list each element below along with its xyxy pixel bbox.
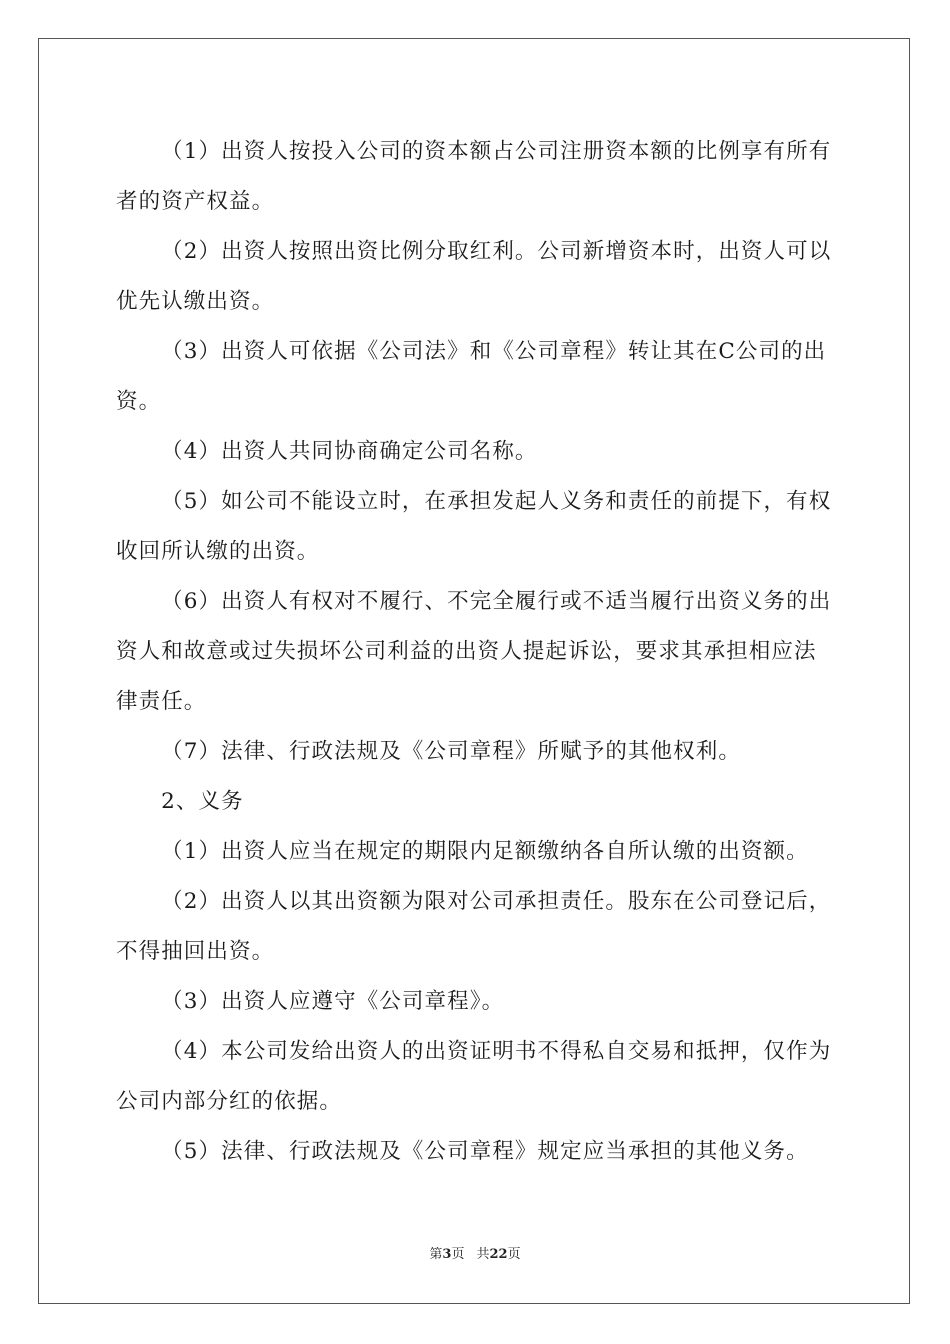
total-pages: 22: [489, 1247, 508, 1262]
page-footer: [0, 1247, 950, 1263]
section-heading-obligations: 2、义务: [161, 789, 244, 814]
page-number: 3: [442, 1247, 452, 1262]
paragraph-obligation-3: （3）出资人应遵守《公司章程》。: [161, 989, 505, 1014]
paragraph-right-5: （5）如公司不能设立时，在承担发起人义务和责任的前提下，有权收回所认缴的出资。: [116, 489, 832, 564]
paragraph-right-3: （3）出资人可依据《公司法》和《公司章程》转让其在C公司的出资。: [116, 339, 827, 414]
page-prefix: 第: [429, 1247, 443, 1262]
paragraph-right-1: （1）出资人按投入公司的资本额占公司注册资本额的比例享有所有者的资产权益。: [116, 139, 832, 214]
total-suffix: 页: [507, 1247, 521, 1262]
paragraph-right-7: （7）法律、行政法规及《公司章程》所赋予的其他权利。: [161, 739, 741, 764]
paragraph-right-6: （6）出资人有权对不履行、不完全履行或不适当履行出资义务的出资人和故意或过失损坏公司利益的出资人提起诉讼，要求其承担相应法律责任。: [116, 589, 832, 714]
paragraph-right-2: （2）出资人按照出资比例分取红利。公司新增资本时，出资人可以优先认缴出资。: [116, 239, 832, 314]
paragraph-obligation-1: （1）出资人应当在规定的期限内足额缴纳各自所认缴的出资额。: [161, 839, 809, 864]
document-body: [116, 127, 832, 1177]
paragraph-right-4: （4）出资人共同协商确定公司名称。: [161, 439, 538, 464]
page-suffix: 页: [451, 1247, 465, 1262]
total-prefix: 共: [476, 1247, 490, 1262]
paragraph-obligation-4: （4）本公司发给出资人的出资证明书不得私自交易和抵押，仅作为公司内部分红的依据。: [116, 1039, 832, 1114]
paragraph-obligation-5: （5）法律、行政法规及《公司章程》规定应当承担的其他义务。: [161, 1139, 809, 1164]
paragraph-obligation-2: （2）出资人以其出资额为限对公司承担责任。股东在公司登记后，不得抽回出资。: [116, 889, 832, 964]
